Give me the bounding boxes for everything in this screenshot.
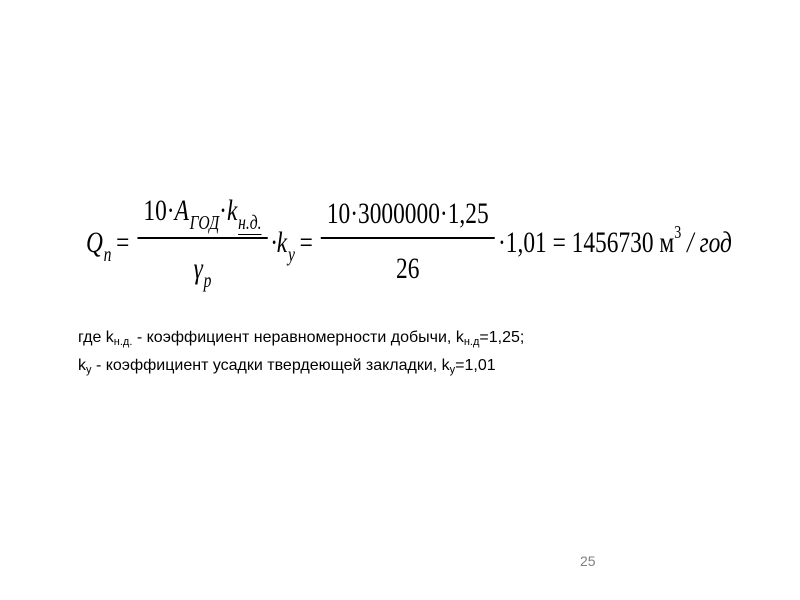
- formula-equals: =: [116, 225, 130, 259]
- fraction-numerator-numeric: 10·3000000·1,25: [326, 196, 489, 230]
- fraction-denominator: $\gamma_р$: [193, 251, 212, 292]
- formula-lhs: $Q_п$: [86, 225, 112, 266]
- formula-equals-2: =: [299, 225, 313, 259]
- fraction-numerator: $10\cdot A_{ГОД}\cdot k_{н.д.}$: [143, 193, 262, 234]
- explanation-line-knd: где $k_{н.д.}$ - коэффициент неравномерности добычи, $k_{н.д}=1,25$;: [78, 329, 525, 348]
- formula-multiplier-k: $\cdot k_у$: [270, 225, 295, 266]
- formula-fraction-numeric: [321, 197, 495, 289]
- formula-result: ·1,01 = 1456730 $м^3$ / год: [498, 221, 732, 259]
- fraction-denominator-numeric: 26: [396, 251, 420, 285]
- formula-explanation: [78, 326, 524, 382]
- page-number: 25: [580, 553, 596, 569]
- formula: [86, 170, 732, 315]
- formula-fraction-symbolic: [137, 194, 268, 292]
- explanation-line-ky: $k_у$ - коэффициент усадки твердеющей закладки, $k_у=1,01$: [78, 357, 496, 376]
